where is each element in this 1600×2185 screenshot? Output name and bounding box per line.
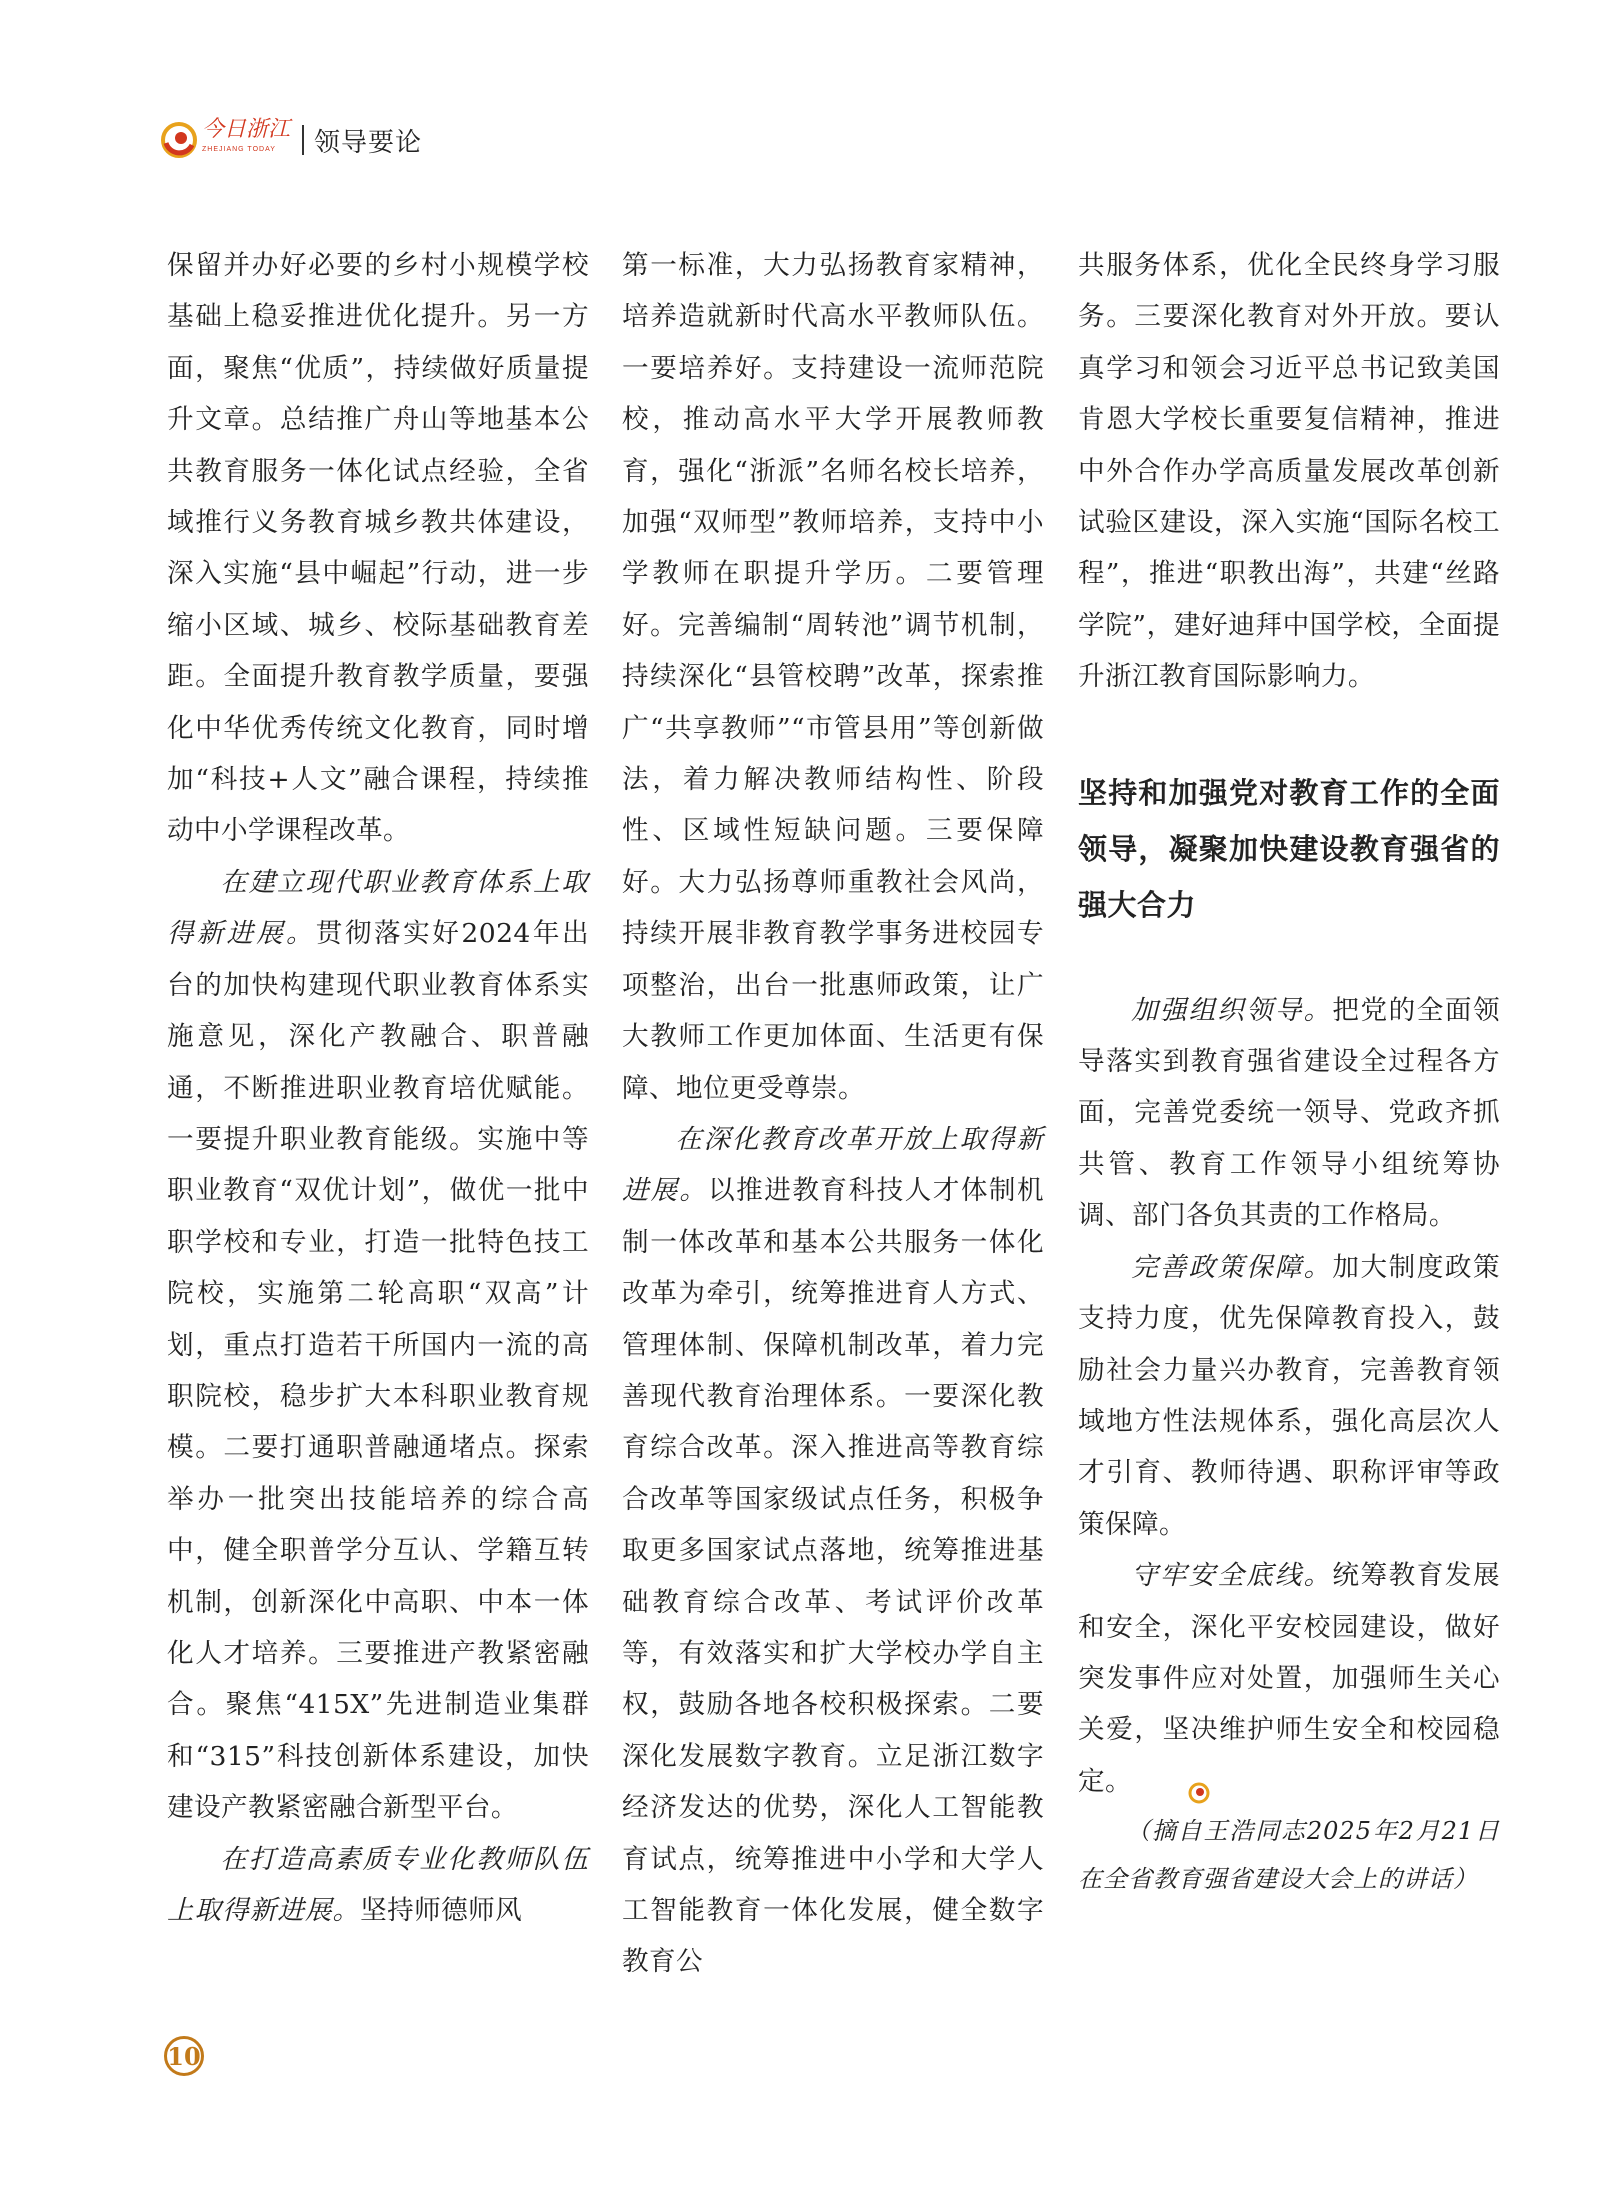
paragraph	[1078, 985, 1500, 1242]
paragraph	[167, 857, 589, 1834]
logo-icon	[160, 121, 198, 159]
paragraph-body: 把党的全面领导落实到教育强省建设全过程各方面，完善党委统一领导、党政齐抓共管、教育工作领导小组统筹协调、部门各负其责的工作格局。	[1078, 994, 1500, 1232]
section-heading: 坚持和加强党对教育工作的全面领导，凝聚加快建设教育强省的强大合力	[1078, 775, 1500, 922]
paragraph	[1078, 1242, 1500, 1550]
paragraph: 共服务体系，优化全民终身学习服务。三要深化教育对外开放。要认真学习和领会习近平总书记致美国肯恩大学校长重要复信精神，推进中外合作办学高质量发展改革创新试验区建设，深入实施“国际名校工程”，推进“职教出海”，共建“丝路学院”，建好迪拜中国学校，全面提升浙江教育国际影响力。	[1078, 250, 1500, 693]
paragraph-body: 以推进教育科技人才体制机制一体改革和基本公共服务一体化改革为牵引，统筹推进育人方式、管理体制、保障机制改革，着力完善现代教育治理体系。一要深化教育综合改革。深入推进高等教育综合改革等国家级试点任务，积极争取更多国家试点落地，统筹推进基础教育综合改革、考试评价改革等，有效落实和扩大学校办学自主权，鼓励各地各校积极探索。二要深化发展数字教育。立足浙江数字经济发达的优势，深化人工智能教育试点，统筹推进中小学和大学人工智能教育一体化发展，健全数字教育公	[622, 1175, 1044, 1978]
paragraph-body: 加大制度政策支持力度，优先保障教育投入，鼓励社会力量兴办教育，完善教育领域地方性法规体系，强化高层次人才引育、教师待遇、职称评审等政策保障。	[1078, 1251, 1500, 1540]
page-header	[160, 118, 422, 162]
section-label: 领导要论	[314, 127, 423, 158]
paragraph-body: 统筹教育发展和安全，深化平安校园建设，做好突发事件应对处置，加强师生关心关爱，坚决维护师生安全和校园稳定。	[1078, 1560, 1500, 1797]
column-1	[167, 240, 589, 1936]
paragraph-lead: 完善政策保障。	[1131, 1251, 1333, 1283]
page-number: 10	[164, 2036, 204, 2076]
paragraph-body: 坚持师德师风	[360, 1895, 523, 1926]
paragraph	[1078, 1550, 1500, 1807]
column-2	[622, 240, 1044, 1988]
end-mark-icon	[1134, 1771, 1158, 1795]
paragraph: 保留并办好必要的乡村小规模学校基础上稳妥推进优化提升。另一方面，聚焦“优质”，持续做好质量提升文章。总结推广舟山等地基本公共教育服务一体化试点经验，全省域推行义务教育城乡教共体建设，深入实施“县中崛起”行动，进一步缩小区域、城乡、校际基础教育差距。全面提升教育教学质量，要强化中华优秀传统文化教育，同时增加“科技+人文”融合课程，持续推动中小学课程改革。	[167, 250, 589, 847]
paragraph-lead: 在打造高素质专业化教师队伍上取得新进展。	[167, 1843, 589, 1926]
paragraph: 第一标准，大力弘扬教育家精神，培养造就新时代高水平教师队伍。一要培养好。支持建设一流师范院校，推动高水平大学开展教师教育，强化“浙派”名师名校长培养，加强“双师型”教师培养，支持中小学教师在职提升学历。二要管理好。完善编制“周转池”调节机制，持续深化“县管校聘”改革，探索推广“共享教师”“市管县用”等创新做法，着力解决教师结构性、阶段性、区域性短缺问题。三要保障好。大力弘扬尊师重教社会风尚，持续开展非教育教学事务进校园专项整治，出台一批惠师政策，让广大教师工作更加体面、生活更有保障、地位更受尊崇。	[622, 250, 1044, 1104]
paragraph-lead: 加强组织领导。	[1131, 994, 1333, 1026]
paragraph-body: 贯彻落实好2024年出台的加快构建现代职业教育体系实施意见，深化产教融合、职普融通，不断推进职业教育培优赋能。一要提升职业教育能级。实施中等职业教育“双优计划”，做优一批中职学校和专业，打造一批特色技工院校，实施第二轮高职“双高”计划，重点打造若干所国内一流的高职院校，稳步扩大本科职业教育规模。二要打通职普融通堵点。探索举办一批突出技能培养的综合高中，健全职普学分互认、学籍互转机制，创新深化中高职、中本一体化人才培养。三要推进产教紧密融合。聚焦“415X”先进制造业集群和“315”科技创新体系建设，加快建设产教紧密融合新型平台。	[167, 918, 589, 1824]
logo-wordmark: 今日浙江 ZHEJIANG TODAY	[202, 117, 291, 153]
source-note: （摘自王浩同志2025年2月21日在全省教育强省建设大会上的讲话）	[1078, 1817, 1500, 1894]
paragraph-lead: 在深化教育改革开放上取得新进展。	[622, 1123, 1044, 1207]
header-divider	[302, 125, 304, 155]
paragraph-lead: 在建立现代职业教育体系上取得新进展。	[167, 866, 589, 950]
paragraph-lead: 守牢安全底线。	[1131, 1560, 1333, 1592]
paragraph	[167, 1834, 589, 1937]
paragraph	[622, 1114, 1044, 1988]
column-3	[1078, 240, 1500, 1903]
